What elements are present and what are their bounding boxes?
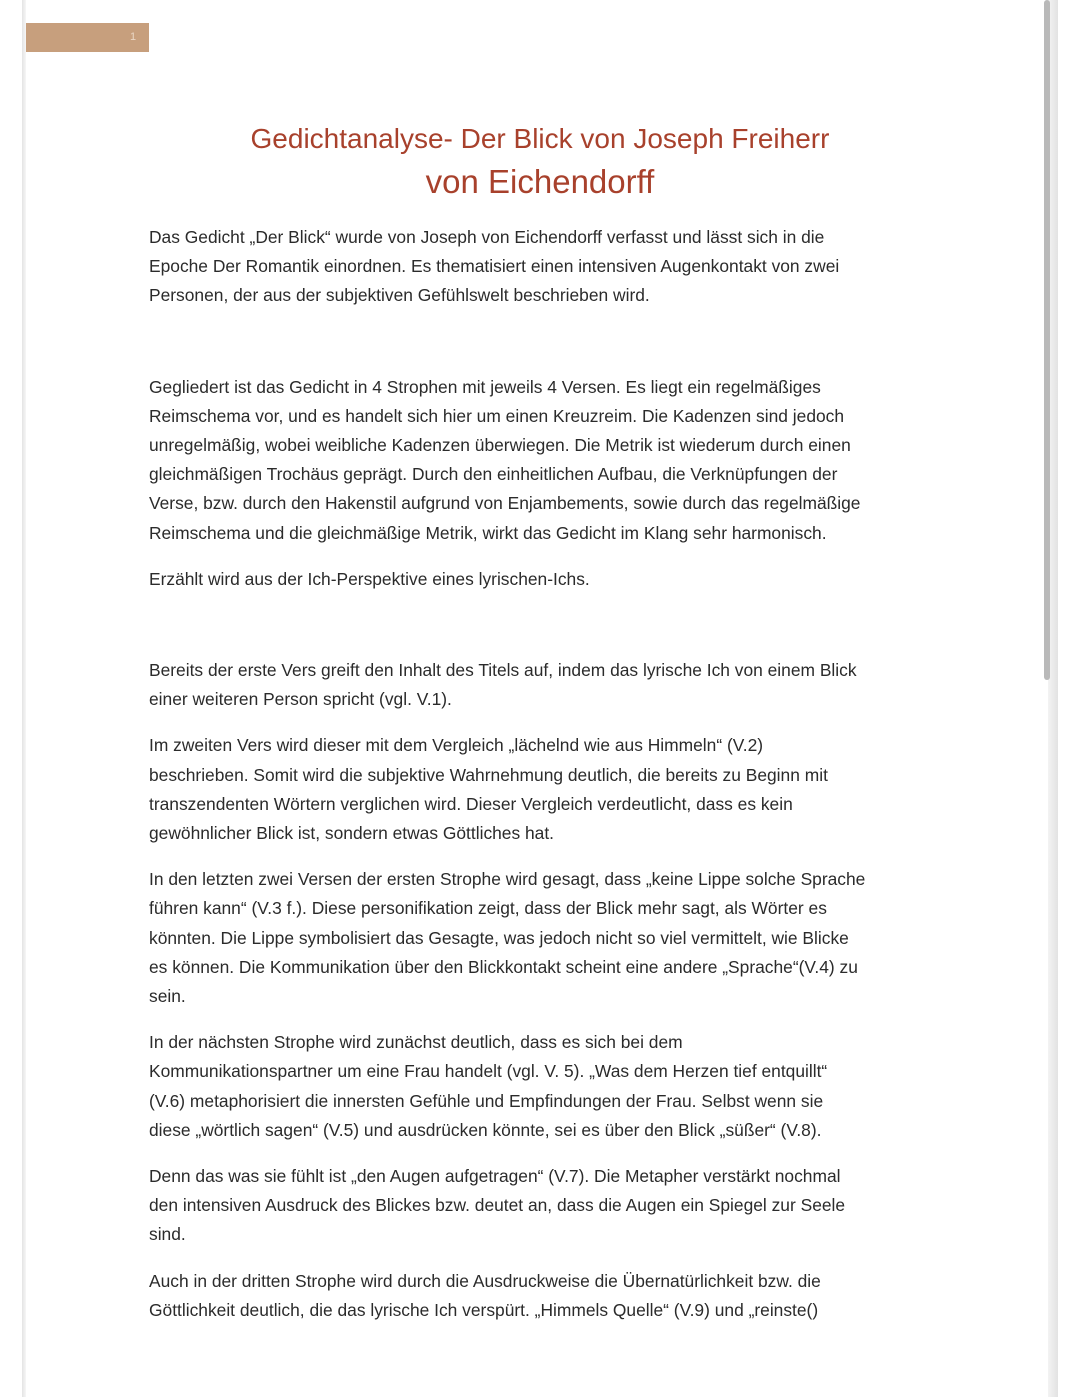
paragraph [149,1162,939,1250]
page-number: 1 [130,31,137,43]
text-line: Auch in der dritten Strophe wird durch die Ausdruckweise die Übernatürlichkeit bzw. die [149,1270,821,1291]
text-line: transzendenten Wörtern verglichen wird. Dieser Vergleich verdeutlicht, dass es kein [149,793,793,814]
text-line: es können. Die Kommunikation über den Blickkontakt scheint eine andere „Sprache“(V.4) zu [149,956,858,977]
paragraph [149,373,939,548]
text-line: Denn das was sie fühlt ist „den Augen aufgetragen“ (V.7). Die Metapher verstärkt nochmal [149,1166,841,1187]
text-line: einer weiteren Person spricht (vgl. V.1). [149,689,452,710]
paragraph [149,1028,939,1145]
text-line: unregelmäßig, wobei weibliche Kadenzen überwiegen. Die Metrik ist wiederum durch einen [149,435,851,456]
text-line: In der nächsten Strophe wird zunächst deutlich, dass es sich bei dem [149,1032,683,1053]
text-line: den intensiven Ausdruck des Blickes bzw. deutet an, dass die Augen ein Spiegel zur Seele [149,1195,846,1216]
text-line: führen kann“ (V.3 f.). Diese personifikation zeigt, dass der Blick mehr sagt, als Wörter es [149,898,827,919]
text-line: Bereits der erste Vers greift den Inhalt des Titels auf, indem das lyrische Ich von einem Blick [149,660,857,681]
text-line: Gegliedert ist das Gedicht in 4 Strophen mit jeweils 4 Versen. Es liegt ein regelmäßiges [149,376,821,397]
text-line: In den letzten zwei Versen der ersten Strophe wird gesagt, dass „keine Lippe solche Sprache [149,869,866,890]
text-line: Verse, bzw. durch den Hakenstil aufgrund von Enjambements, sowie durch das regelmäßige [149,493,861,514]
paragraph [149,223,939,311]
paragraph [149,865,939,1011]
paragraph [149,1267,939,1325]
text-line: diese „wörtlich sagen“ (V.5) und ausdrücken könnte, sei es über den Blick „süßer“ (V.8). [149,1119,822,1140]
text-line: Göttlichkeit deutlich, die das lyrische Ich verspürt. „Himmels Quelle“ (V.9) und „reinste() [149,1299,819,1320]
text-line: Epoche Der Romantik einordnen. Es thematisiert einen intensiven Augenkontakt von zwei [149,256,840,277]
vertical-scrollbar[interactable] [1044,0,1050,680]
document-title-line-2: von Eichendorff [425,163,655,200]
text-line: beschrieben. Somit wird die subjektive Wahrnehmung deutlich, die bereits zu Beginn mit [149,764,828,785]
text-line: könnten. Die Lippe symbolisiert das Gesagte, was jedoch nicht so viel vermittelt, wie Blicke [149,927,849,948]
text-line: Im zweiten Vers wird dieser mit dem Vergleich „lächelnd wie aus Himmeln“ (V.2) [149,735,764,756]
paragraph [149,656,939,714]
text-line: gleichmäßigen Trochäus geprägt. Durch den einheitlichen Aufbau, die Verknüpfungen der [149,464,838,485]
document-body [149,223,939,1342]
text-line: Reimschema vor, und es handelt sich hier um einen Kreuzreim. Die Kadenzen sind jedoch [149,405,845,426]
text-line: sind. [149,1224,186,1245]
text-line: Personen, der aus der subjektiven Gefühlswelt beschrieben wird. [149,285,650,306]
text-line: Das Gedicht „Der Blick“ wurde von Joseph von Eichendorff verfasst und lässt sich in die [149,227,825,247]
text-line: Erzählt wird aus der Ich-Perspektive eines lyrischen-Ichs. [149,568,590,589]
text-line: sein. [149,986,186,1007]
page-number-tab [26,23,149,52]
text-line: Reimschema und die gleichmäßige Metrik, wirkt das Gedicht im Klang sehr harmonisch. [149,522,827,543]
text-line: (V.6) metaphorisiert die innersten Gefühle und Empfindungen der Frau. Selbst wenn sie [149,1090,824,1111]
paragraph [149,731,939,848]
text-line: gewöhnlicher Blick ist, sondern etwas Göttliches hat. [149,823,555,844]
text-line: Kommunikationspartner um eine Frau handelt (vgl. V. 5). „Was dem Herzen tief entquillt“ [149,1061,828,1082]
paragraph [149,565,939,594]
document-title-line-1: Gedichtanalyse- Der Blick von Joseph Freiherr [250,123,830,154]
